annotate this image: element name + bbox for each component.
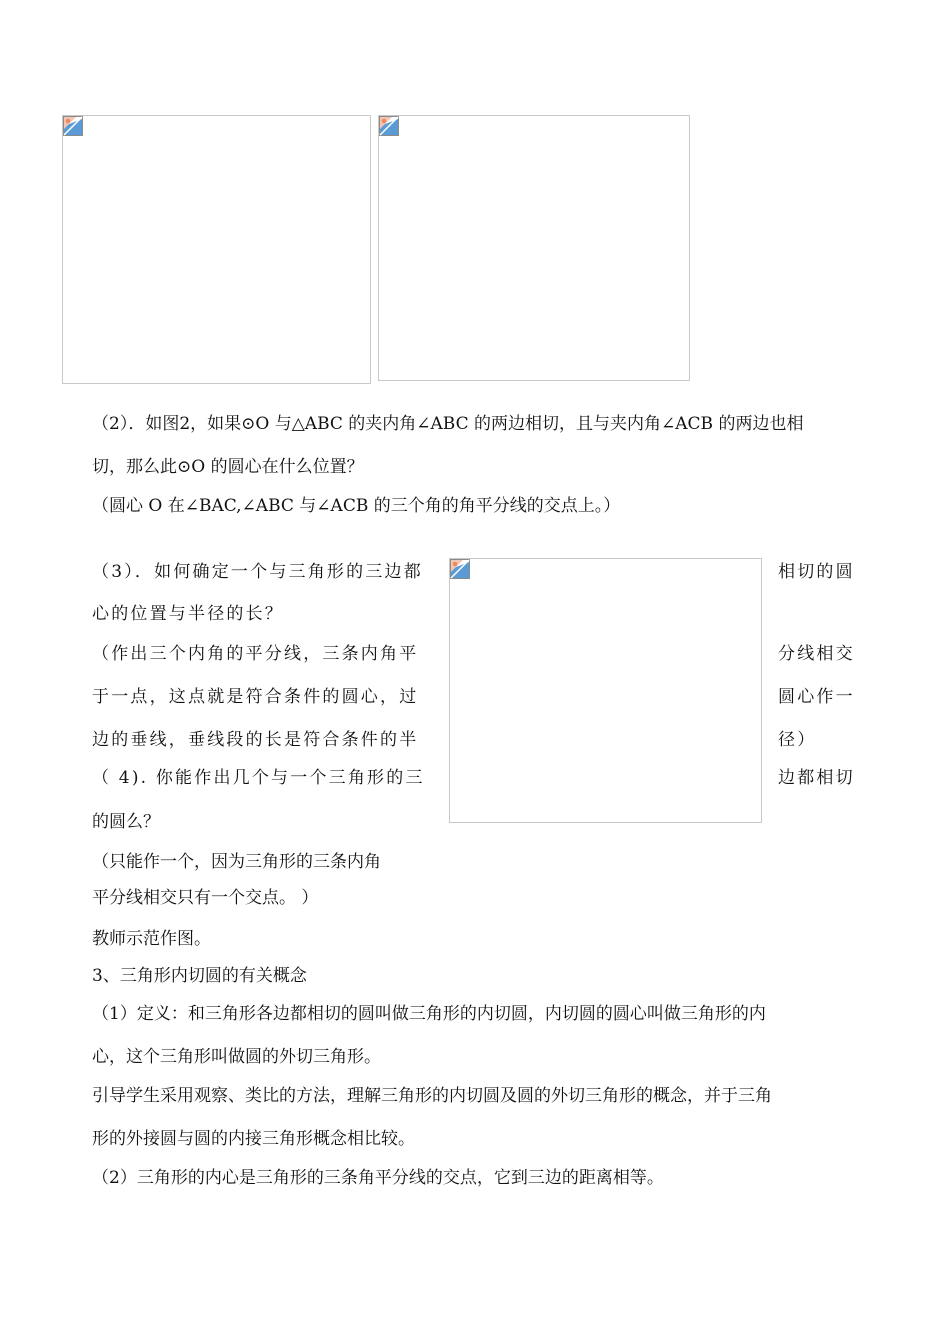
q3-right-line-5: 径）: [778, 730, 817, 750]
definition-line-2: 心，这个三角形叫做圆的外切三角形。: [92, 1047, 381, 1067]
q3-left-line-2: 心的位置与半径的长？: [92, 604, 284, 624]
q4-left-line-1: （ 4). 你能作出几个与一个三角形的三: [92, 768, 425, 788]
incenter-point: （2）三角形的内心是三角形的三条角平分线的交点，它到三边的距离相等。: [92, 1168, 664, 1188]
teacher-demo: 教师示范作图。: [92, 929, 211, 949]
q2-line-2: 切，那么此⊙O 的圆心在什么位置？: [92, 457, 364, 477]
q3-left-line-5: 边的垂线，垂线段的长是符合条件的半: [92, 730, 419, 750]
q2-line-1: （2）．如图2，如果⊙O 与△ABC 的夹内角∠ABC 的两边相切，且与夹内角∠ACB 的两边也相: [92, 414, 804, 434]
q3-left-line-1: （3）．如何确定一个与三角形的三边都: [92, 562, 423, 582]
q4-answer-line-1: （只能作一个，因为三角形的三条内角: [92, 852, 381, 872]
q3-right-line-3: 分线相交: [778, 644, 855, 664]
section-3-heading: 3、三角形内切圆的有关概念: [92, 966, 307, 986]
q4-right-line-1: 边都相切: [778, 768, 855, 788]
broken-image-icon: [450, 559, 470, 579]
definition-line-1: （1）定义：和三角形各边都相切的圆叫做三角形的内切圆，内切圆的圆心叫做三角形的内: [92, 1004, 766, 1024]
q3-right-line-4: 圆心作一: [778, 687, 855, 707]
q4-left-line-2: 的圆么？: [92, 812, 160, 832]
q4-answer-line-2: 平分线相交只有一个交点。 ）: [92, 888, 319, 908]
q3-right-line-1: 相切的圆: [778, 562, 855, 582]
broken-image-icon: [379, 116, 399, 136]
q3-left-line-4: 于一点，这点就是符合条件的圆心，过: [92, 687, 419, 707]
broken-image-icon: [63, 116, 83, 136]
q3-left-line-3: （作出三个内角的平分线，三条内角平: [92, 644, 419, 664]
figure-2-placeholder: [378, 115, 690, 381]
q2-answer: （圆心 O 在∠BAC,∠ABC 与∠ACB 的三个角的角平分线的交点上。）: [92, 496, 621, 516]
guide-line-1: 引导学生采用观察、类比的方法，理解三角形的内切圆及圆的外切三角形的概念，并于三角: [92, 1086, 772, 1106]
figure-3-placeholder: [449, 558, 762, 823]
figure-1-placeholder: [62, 115, 371, 384]
guide-line-2: 形的外接圆与圆的内接三角形概念相比较。: [92, 1129, 415, 1149]
